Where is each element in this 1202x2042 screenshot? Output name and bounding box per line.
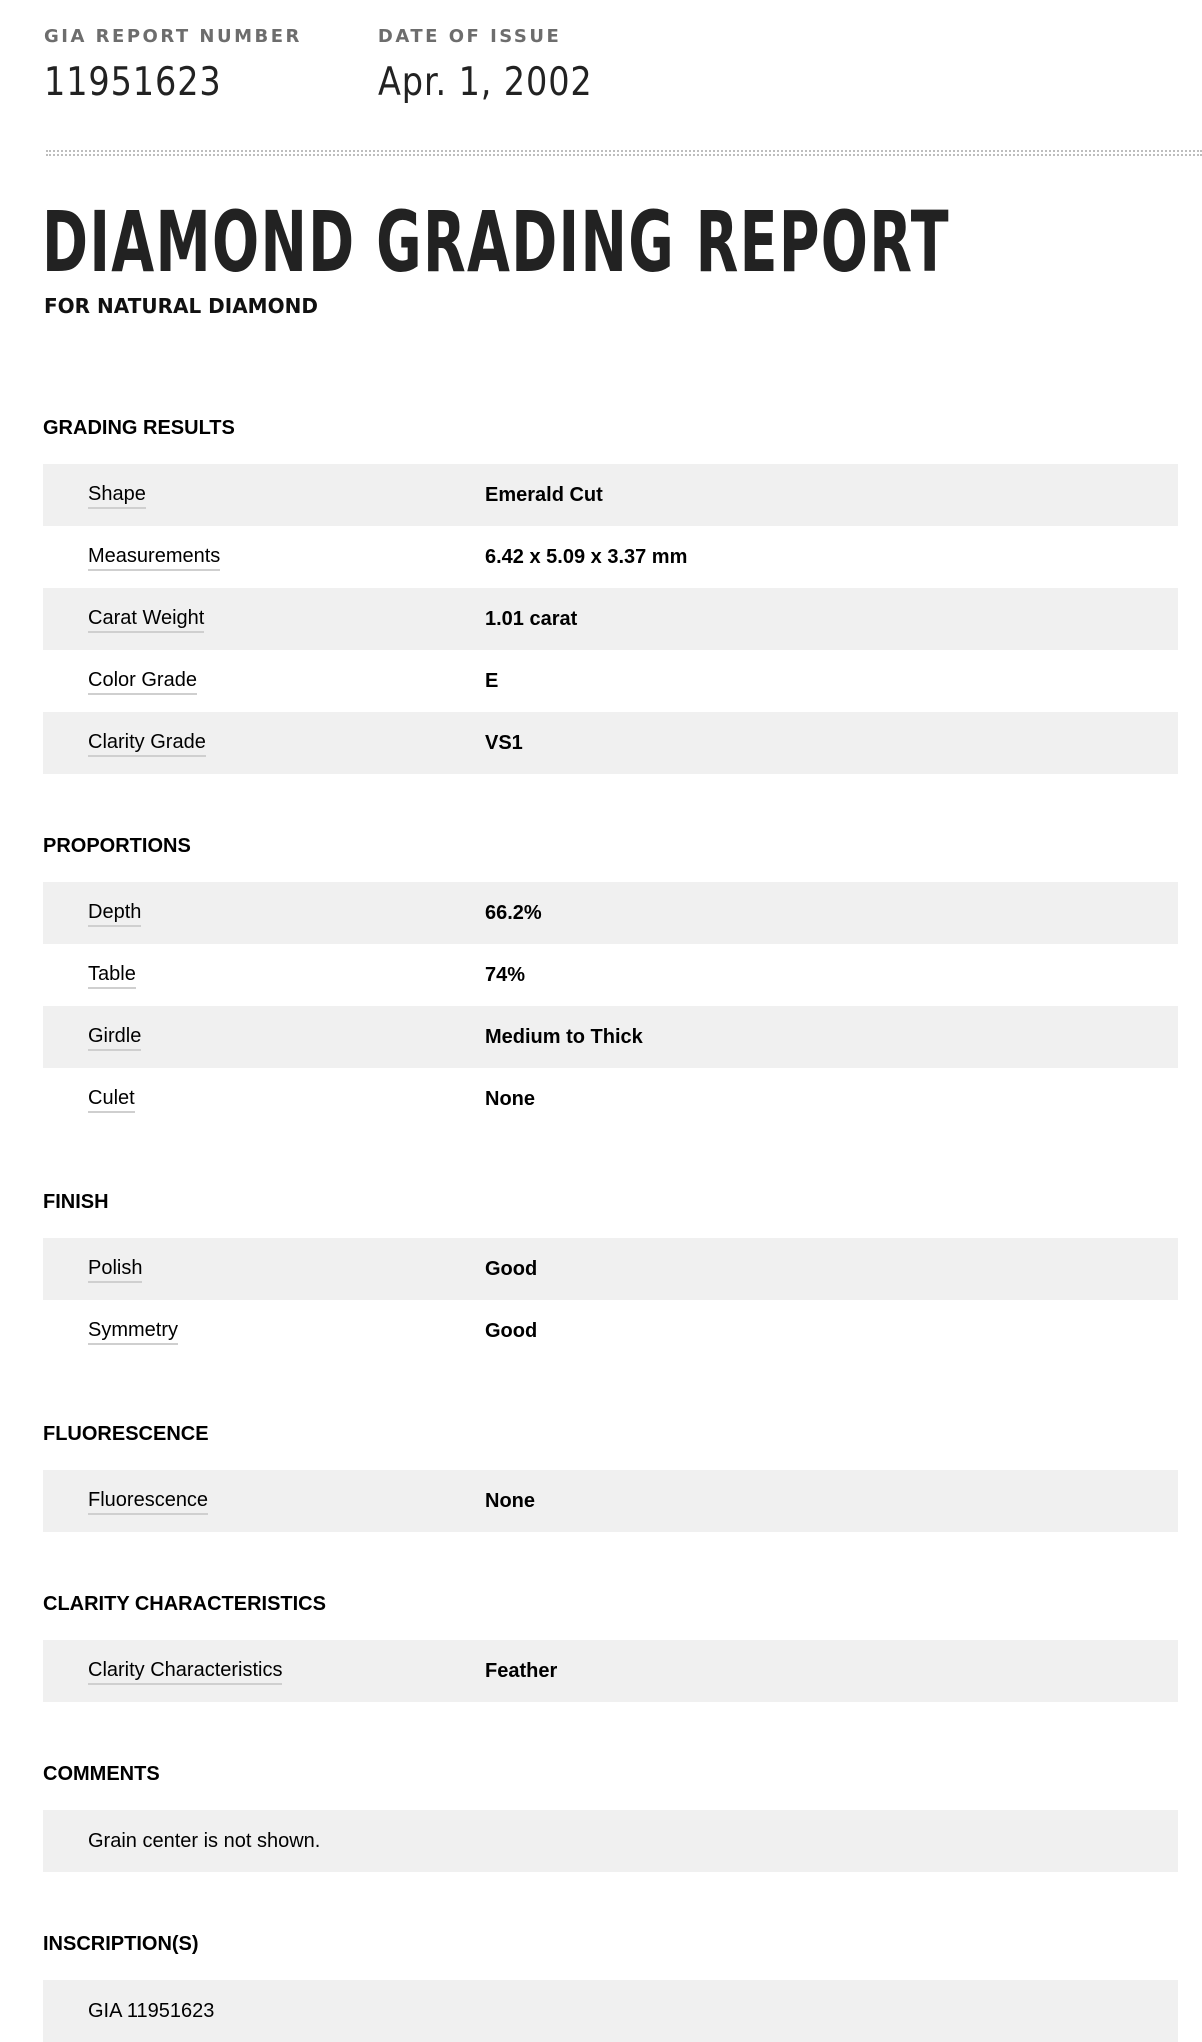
row-label-measurements[interactable]: Measurements — [88, 544, 220, 571]
row-label-fluorescence[interactable]: Fluorescence — [88, 1488, 208, 1515]
page-subtitle: FOR NATURAL DIAMOND — [44, 294, 318, 318]
table-row — [43, 1068, 1178, 1130]
section-inscriptions — [43, 1932, 1178, 2042]
report-number: 11951623 — [44, 60, 222, 105]
row-value-clarity-characteristics: Feather — [485, 1660, 558, 1682]
row-value-shape: Emerald Cut — [485, 484, 603, 506]
table-row — [43, 1640, 1178, 1702]
table-row — [43, 1810, 1178, 1872]
row-label-culet[interactable]: Culet — [88, 1086, 135, 1113]
section-comments — [43, 1762, 1178, 1872]
table-row — [43, 712, 1178, 774]
report-number-label: GIA REPORT NUMBER — [44, 26, 302, 47]
section-clarity-characteristics — [43, 1592, 1178, 1702]
row-label-polish[interactable]: Polish — [88, 1256, 142, 1283]
table-row — [43, 944, 1178, 1006]
row-value-depth: 66.2% — [485, 902, 542, 924]
section-finish — [43, 1190, 1178, 1362]
table-row — [43, 1980, 1178, 2042]
section-title: FINISH — [43, 1191, 109, 1213]
row-value-carat-weight: 1.01 carat — [485, 608, 578, 630]
row-label-girdle[interactable]: Girdle — [88, 1024, 141, 1051]
section-title: INSCRIPTION(S) — [43, 1933, 199, 1955]
table-row — [43, 1006, 1178, 1068]
report-number-block — [44, 26, 302, 106]
row-label-clarity-grade[interactable]: Clarity Grade — [88, 730, 206, 757]
section-title: GRADING RESULTS — [43, 417, 235, 439]
row-value-color-grade: E — [485, 670, 499, 692]
table-row — [43, 882, 1178, 944]
table-row — [43, 1470, 1178, 1532]
report-header — [44, 26, 703, 106]
table-row — [43, 1300, 1178, 1362]
section-title: PROPORTIONS — [43, 835, 191, 857]
row-value-polish: Good — [485, 1258, 538, 1280]
date-of-issue-block — [378, 26, 628, 106]
table-row — [43, 1238, 1178, 1300]
row-label-symmetry[interactable]: Symmetry — [88, 1318, 178, 1345]
date-of-issue-label: DATE OF ISSUE — [377, 26, 562, 47]
report-content — [43, 416, 1178, 2042]
row-value-measurements: 6.42 x 5.09 x 3.37 mm — [485, 546, 688, 568]
row-label-depth[interactable]: Depth — [88, 900, 141, 927]
section-title: FLUORESCENCE — [43, 1423, 209, 1445]
date-of-issue: Apr. 1, 2002 — [377, 60, 593, 105]
page-title: DIAMOND GRADING REPORT — [42, 193, 950, 291]
row-label-clarity-characteristics[interactable]: Clarity Characteristics — [88, 1658, 282, 1685]
section-fluorescence — [43, 1422, 1178, 1532]
section-grading-results — [43, 416, 1178, 774]
row-label-color-grade[interactable]: Color Grade — [88, 668, 197, 695]
section-title: CLARITY CHARACTERISTICS — [43, 1593, 326, 1615]
row-value-fluorescence: None — [485, 1490, 535, 1512]
row-value-clarity-grade: VS1 — [485, 732, 523, 754]
row-value-girdle: Medium to Thick — [485, 1026, 643, 1048]
row-label-carat-weight[interactable]: Carat Weight — [88, 606, 204, 633]
header-divider — [46, 150, 1202, 156]
table-row — [43, 588, 1178, 650]
row-value-symmetry: Good — [485, 1320, 538, 1342]
inscription-text: GIA 11951623 — [88, 2000, 215, 2022]
table-row — [43, 464, 1178, 526]
table-row — [43, 650, 1178, 712]
row-value-table: 74% — [485, 964, 526, 986]
table-row — [43, 526, 1178, 588]
row-label-table[interactable]: Table — [88, 962, 136, 989]
comments-text: Grain center is not shown. — [88, 1830, 321, 1852]
section-proportions — [43, 834, 1178, 1130]
row-value-culet: None — [485, 1088, 535, 1110]
row-label-shape[interactable]: Shape — [88, 482, 146, 509]
section-title: COMMENTS — [43, 1763, 160, 1785]
